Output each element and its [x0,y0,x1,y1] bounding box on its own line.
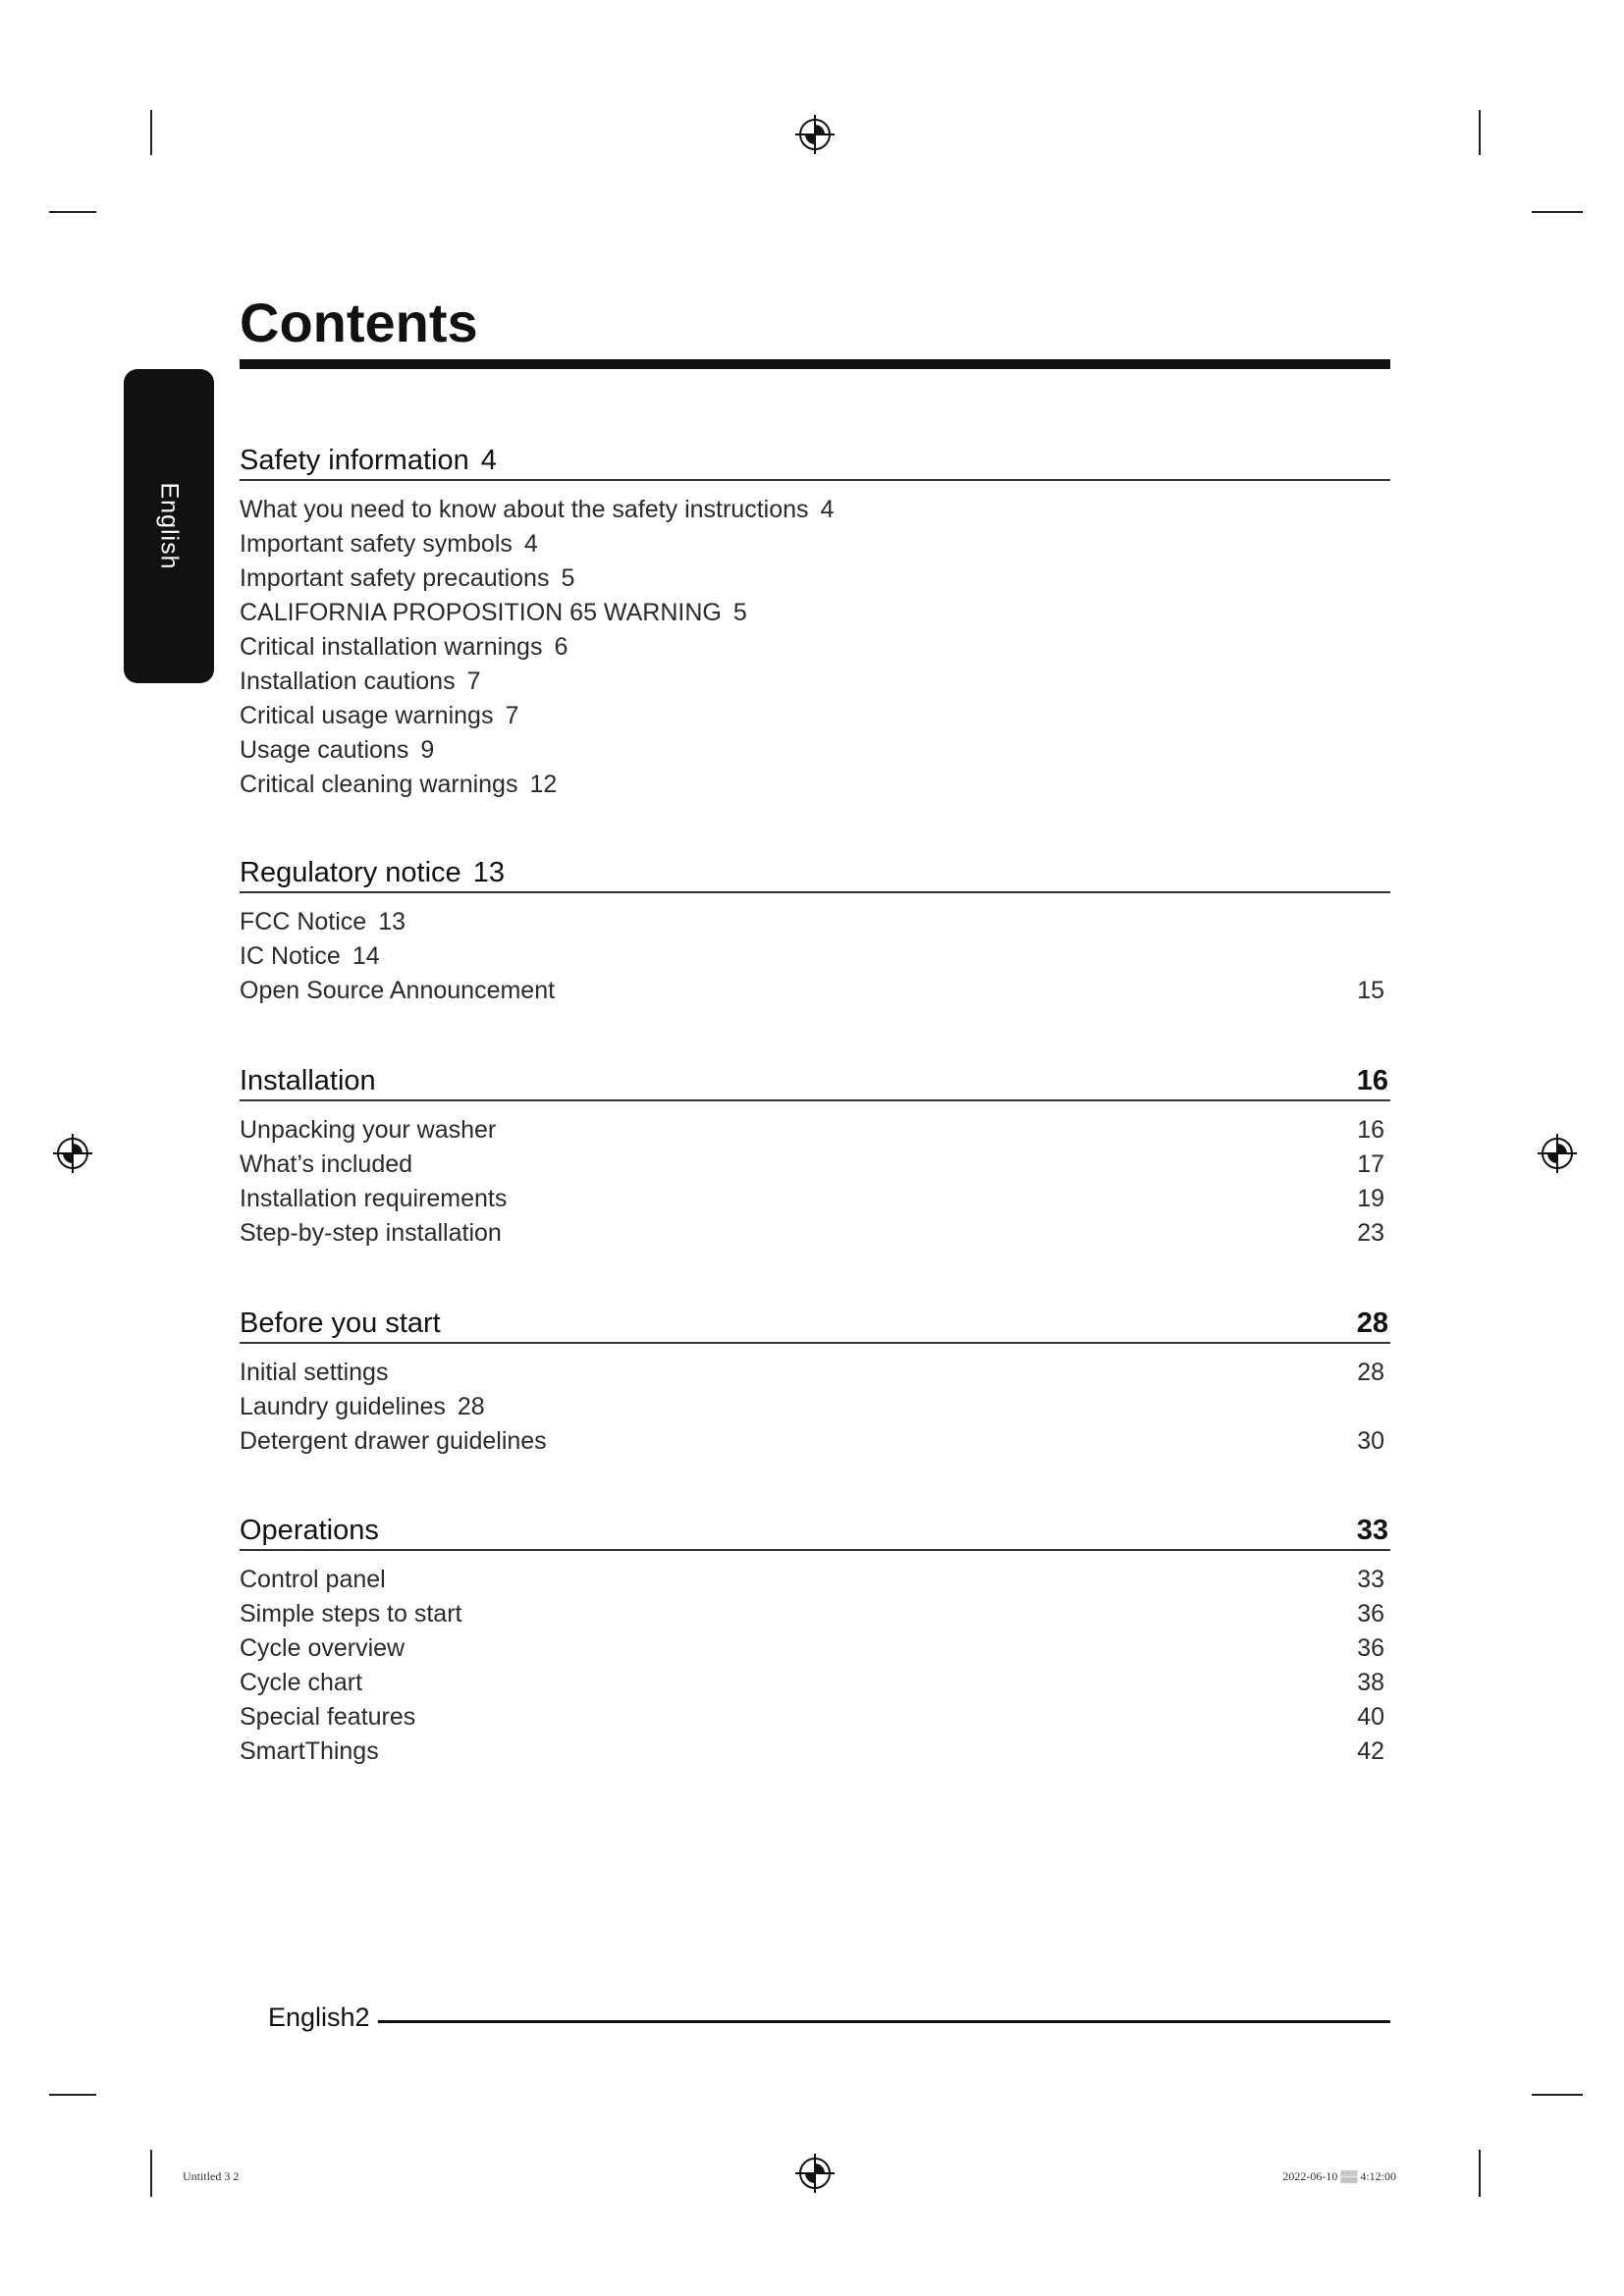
page-title: Contents [240,292,478,353]
toc-section-heading[interactable] [240,1062,1390,1101]
toc-entry[interactable] [240,1390,1390,1424]
toc-entry-label: Cycle chart [240,1669,363,1696]
toc-entry[interactable] [240,1666,1390,1700]
crop-mark [1532,211,1583,213]
toc-section-title: Regulatory notice 13 [240,857,505,888]
toc-entry[interactable] [240,1563,1390,1597]
toc-entry-label: Initial settings [240,1359,389,1386]
toc-entry[interactable] [240,1735,1390,1769]
toc-entry-label: Simple steps to start [240,1600,462,1628]
toc-entry[interactable] [240,527,1390,561]
toc-entry[interactable] [240,768,1390,802]
toc-entry[interactable] [240,699,1390,733]
toc-entry-label: Usage cautions [240,736,409,764]
toc-section-heading[interactable] [240,442,1390,481]
toc-entry-label: SmartThings [240,1737,379,1765]
toc-entry-page: 42 [1357,1737,1384,1765]
toc-entry[interactable] [240,1148,1390,1182]
toc-entry[interactable] [240,630,1390,665]
toc-entry-label: What you need to know about the safety instructions [240,496,809,523]
crop-mark [150,110,152,155]
crop-mark [150,2150,152,2197]
toc-entry-label: Critical installation warnings [240,633,543,661]
toc-entry-page: 30 [1357,1427,1384,1455]
toc-section-page: 16 [1356,1065,1388,1096]
toc-entry-page: 33 [1357,1566,1384,1593]
toc-section [240,1305,1390,1459]
crop-mark [49,211,96,213]
toc-entry-label: IC Notice [240,942,341,970]
title-rule [240,359,1390,369]
crop-mark [1479,2150,1481,2197]
toc-entry[interactable] [240,1631,1390,1666]
toc-section [240,1512,1390,1769]
toc-entry-page: 13 [378,908,406,935]
toc-entry-page: 36 [1357,1600,1384,1628]
toc-entry[interactable] [240,1356,1390,1390]
toc-entry-label: Important safety precautions [240,564,550,592]
toc-entry-label: Cycle overview [240,1634,406,1662]
toc-entry-page: 28 [1357,1359,1384,1386]
toc-entry-label: Installation cautions [240,667,456,695]
toc-entry-page: 19 [1357,1185,1384,1212]
crop-mark [1479,110,1481,155]
registration-mark-icon [793,2152,837,2195]
toc-entry-page: 5 [561,564,575,592]
toc-entry[interactable] [240,733,1390,768]
toc-entry[interactable] [240,1597,1390,1631]
toc-section-title: Before you start [240,1308,441,1339]
toc-section [240,1062,1390,1251]
print-slug-left: Untitled 3 2 [183,2169,240,2183]
toc-section [240,442,1390,802]
toc-entry-label: CALIFORNIA PROPOSITION 65 WARNING [240,599,722,626]
toc-entry-label: Special features [240,1703,416,1731]
toc-entry-page: 5 [732,599,747,626]
toc-entry-label: Detergent drawer guidelines [240,1427,547,1455]
toc-entry-page: 7 [505,702,519,729]
crop-mark [1532,2094,1583,2096]
toc-entry-label: Control panel [240,1566,386,1593]
toc-entry-page: 4 [820,496,835,523]
toc-entry-label: Critical cleaning warnings [240,771,518,798]
toc-entry[interactable] [240,1700,1390,1735]
toc-entry-page: 38 [1357,1669,1384,1696]
toc-section-page: 33 [1356,1515,1388,1546]
toc-entry-page: 36 [1357,1634,1384,1662]
toc-entry[interactable] [240,1424,1390,1459]
toc-section-heading[interactable] [240,1512,1390,1551]
toc-entry[interactable] [240,1216,1390,1251]
toc-entry[interactable] [240,905,1390,939]
crop-mark [49,2094,96,2096]
toc-section-page: 4 [480,445,497,476]
toc-entry-label: What’s included [240,1150,413,1178]
toc-entry-page: 12 [529,771,558,798]
toc-entry-page: 16 [1357,1116,1384,1144]
toc-entry[interactable] [240,493,1390,527]
toc-entry-page: 28 [457,1393,485,1420]
toc-section-heading[interactable] [240,854,1390,893]
registration-mark-icon [1536,1132,1579,1175]
toc-entry-page: 23 [1357,1219,1384,1247]
print-slug-right: 2022-06-10 ▒▒ 4:12:00 [1282,2169,1396,2183]
toc-entry-page: 14 [352,942,380,970]
page-number-label: English2 [268,2002,370,2032]
footer-rule [378,2020,1390,2023]
toc-section-title: Safety information 4 [240,445,497,476]
toc-entry-page: 4 [523,530,538,558]
toc-entry-page: 40 [1357,1703,1384,1731]
toc-section-heading[interactable] [240,1305,1390,1344]
toc-entry[interactable] [240,974,1390,1008]
language-tab-label: English [155,482,184,570]
toc-entry-page: 15 [1357,977,1384,1004]
registration-mark-icon [51,1132,94,1175]
toc-entry-label: Critical usage warnings [240,702,494,729]
toc-entry-label: FCC Notice [240,908,367,935]
toc-entry-label: Open Source Announcement [240,977,556,1004]
toc-entry-label: Important safety symbols [240,530,513,558]
toc-entry-label: Laundry guidelines [240,1393,446,1420]
language-tab [124,369,214,683]
toc-entry[interactable] [240,1113,1390,1148]
toc-entry-page: 9 [420,736,435,764]
toc-entry-label: Unpacking your washer [240,1116,497,1144]
toc-section-page: 13 [472,857,505,888]
toc-section-title: Installation [240,1065,376,1096]
toc-entry-page: 6 [554,633,568,661]
toc-entry-label: Installation requirements [240,1185,508,1212]
toc-entry[interactable] [240,596,1390,630]
toc-section [240,854,1390,1008]
toc-entry-page: 17 [1357,1150,1384,1178]
registration-mark-icon [793,113,837,156]
toc-entry[interactable] [240,561,1390,596]
toc-entry-label: Step-by-step installation [240,1219,502,1247]
toc-section-page: 28 [1356,1308,1388,1339]
toc-entry[interactable] [240,665,1390,699]
toc-entry[interactable] [240,1182,1390,1216]
toc-entry-page: 7 [466,667,481,695]
toc-section-title: Operations [240,1515,379,1546]
toc-entry[interactable] [240,939,1390,974]
